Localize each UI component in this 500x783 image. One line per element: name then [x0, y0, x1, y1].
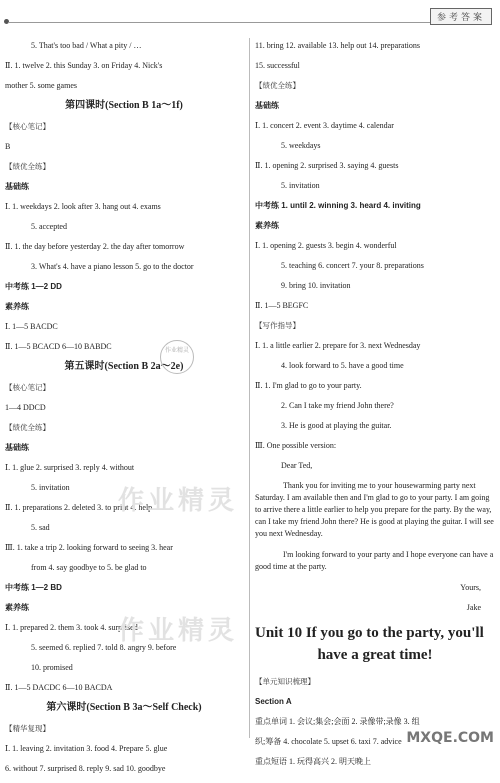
- answer-line: Ⅰ. 1. prepared 2. them 3. took 4. surprised: [5, 623, 138, 632]
- answer-line: 3. He is good at playing the guitar.: [281, 421, 392, 430]
- section-label: 【绩优全练】: [5, 162, 50, 171]
- subsection-heading: 素养练: [5, 603, 29, 612]
- answer-line: I'm looking forward to your party and I hope everyone can have a good time at the party.: [255, 550, 494, 571]
- answer-line: 5. seemed 6. replied 7. told 8. angry 9. before: [31, 643, 177, 652]
- corner-logo: MXQE.COM: [406, 730, 494, 746]
- answer-line: 15. successful: [255, 61, 300, 70]
- answer-tag: 参考答案: [430, 8, 492, 25]
- section-label: 【核心笔记】: [5, 383, 50, 392]
- lesson-title: 第六课时(Section B 3a～Self Check): [46, 702, 202, 713]
- answer-line: Ⅰ. 1. weekdays 2. look after 3. hang out 4. exams: [5, 202, 161, 211]
- answer-line: 5. teaching 6. concert 7. your 8. preparations: [281, 261, 424, 270]
- section-label: 【核心笔记】: [5, 122, 50, 131]
- answer-line: Ⅰ. 1. opening 2. guests 3. begin 4. wonderful: [255, 241, 397, 250]
- answer-line: Dear Ted,: [281, 461, 313, 470]
- section-label: 【写作指导】: [255, 321, 300, 330]
- answer-line: 10. promised: [31, 663, 73, 672]
- answer-line: Ⅰ. 1. leaving 2. invitation 3. food 4. Prepare 5. glue: [5, 744, 168, 753]
- answer-line: Ⅲ. 1. take a trip 2. looking forward to seeing 3. hear: [5, 543, 173, 552]
- answer-line: 5. That's too bad / What a pity / …: [31, 41, 142, 50]
- answer-line: Ⅱ. 1. preparations 2. deleted 3. to print 4. help: [5, 503, 153, 512]
- subsection-heading: 中考练 1. until 2. winning 3. heard 4. inviting: [255, 201, 421, 210]
- answer-line: Ⅱ. 1. the day before yesterday 2. the day after tomorrow: [5, 242, 185, 251]
- section-label: 【绩优全练】: [5, 423, 50, 432]
- answer-line: Ⅱ. 1. twelve 2. this Sunday 3. on Friday 4. Nick's: [5, 61, 163, 70]
- answer-line: 1—4 DDCD: [5, 403, 46, 412]
- answer-line: 6. without 7. surprised 8. reply 9. sad 10. goodbye: [5, 764, 166, 773]
- answer-line: 4. look forward to 5. have a good time: [281, 361, 404, 370]
- subsection-heading: Section A: [255, 697, 292, 706]
- answer-line: from 4. say goodbye to 5. be glad to: [31, 563, 147, 572]
- answer-line: 重点短语 1. 玩得高兴 2. 明天晚上: [255, 757, 371, 766]
- stamp: 作业精灵: [160, 340, 194, 374]
- answer-line: 5. accepted: [31, 222, 67, 231]
- answer-line: Ⅱ. 1. I'm glad to go to your party.: [255, 381, 362, 390]
- answer-line: 11. bring 12. available 13. help out 14. preparations: [255, 41, 420, 50]
- answer-line: 5. weekdays: [281, 141, 321, 150]
- lesson-title: 第五课时(Section B 2a～2e): [64, 361, 184, 372]
- answer-line: 重点单词 1. 会议;集会;会面 2. 录像带;录像 3. 组: [255, 717, 420, 726]
- answer-line: 5. sad: [31, 523, 50, 532]
- lesson-title: 第四课时(Section B 1a～1f): [65, 100, 183, 111]
- subsection-heading: 素养练: [255, 221, 279, 230]
- header-rule: [8, 22, 492, 23]
- subsection-heading: 中考练 1—2 DD: [5, 282, 62, 291]
- right-column: [255, 40, 495, 776]
- column-divider: [249, 38, 250, 738]
- answer-line: Thank you for inviting me to your housewarming party next Saturday. I am available then and I'm glad to go to your party. I am going to arrive there a little earlier to help you prepare for the party. By the way, can I take my friend John there? He is good at playing the guitar. I will see you next Wednesday.: [255, 481, 494, 538]
- watermark: 作业精灵: [118, 616, 239, 646]
- answer-line: Ⅱ. 1—5 DACDC 6—10 BACDA: [5, 683, 113, 692]
- subsection-heading: 基础练: [255, 101, 279, 110]
- watermark: 作业精灵: [118, 486, 239, 516]
- subsection-heading: 基础练: [5, 443, 29, 452]
- answer-line: 2. Can I take my friend John there?: [281, 401, 394, 410]
- subsection-heading: 中考练 1—2 BD: [5, 583, 62, 592]
- answer-line: Ⅰ. 1. concert 2. event 3. daytime 4. calendar: [255, 121, 394, 130]
- section-label: 【绩优全练】: [255, 81, 300, 90]
- answer-line: B: [5, 142, 11, 151]
- answer-line: Ⅱ. 1—5 BEGFC: [255, 301, 309, 310]
- answer-line: Ⅱ. 1—5 BCACD 6—10 BABDC: [5, 342, 112, 351]
- section-label: 【单元知识梳理】: [255, 677, 315, 686]
- answer-line: 5. invitation: [31, 483, 70, 492]
- answer-line: 织;筹备 4. chocolate 5. upset 6. taxi 7. advice: [255, 737, 402, 746]
- unit-title: [255, 622, 495, 666]
- subsection-heading: 素养练: [5, 302, 29, 311]
- answer-line: Ⅱ. 1. opening 2. surprised 3. saying 4. guests: [255, 161, 399, 170]
- answer-line: 5. invitation: [281, 181, 320, 190]
- answer-line: 9. bring 10. invitation: [281, 281, 351, 290]
- answer-line: Ⅰ. 1—5 BACDC: [5, 322, 58, 331]
- unit-title-line: Unit 10 If you go to the party, you'll: [255, 625, 484, 641]
- answer-line: Ⅲ. One possible version:: [255, 441, 337, 450]
- answer-line: 3. What's 4. have a piano lesson 5. go to the doctor: [31, 262, 194, 271]
- section-label: 【精华复现】: [5, 724, 50, 733]
- left-column: [5, 40, 243, 783]
- answer-line: mother 5. some games: [5, 81, 77, 90]
- subsection-heading: 基础练: [5, 182, 29, 191]
- answer-line: Yours,: [460, 583, 481, 592]
- answer-line: Jake: [466, 603, 481, 612]
- answer-line: Ⅰ. 1. glue 2. surprised 3. reply 4. without: [5, 463, 135, 472]
- answer-line: Ⅰ. 1. a little earlier 2. prepare for 3. next Wednesday: [255, 341, 421, 350]
- unit-title-line: have a great time!: [317, 647, 433, 663]
